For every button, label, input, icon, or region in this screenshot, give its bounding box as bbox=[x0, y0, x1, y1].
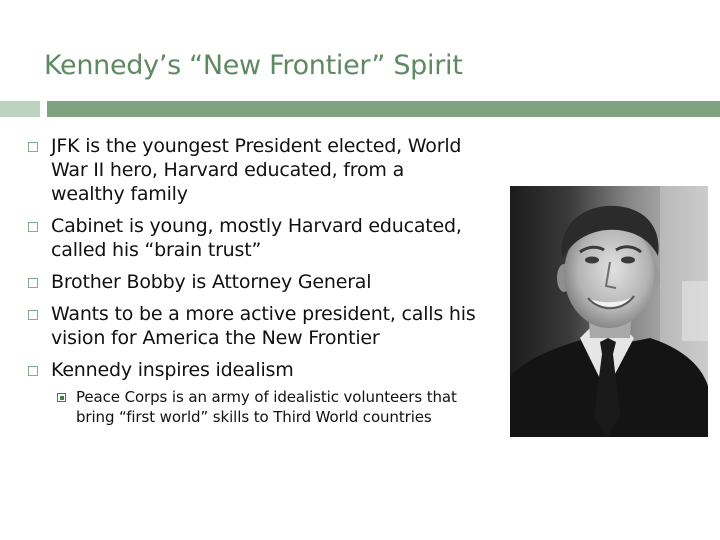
bullet-text: Brother Bobby is Attorney General bbox=[51, 271, 372, 293]
portrait-photo bbox=[510, 186, 708, 437]
title-accent-bar-left bbox=[0, 101, 40, 117]
bullet-item bbox=[28, 270, 483, 294]
bullet-text: Cabinet is young, mostly Harvard educated, called his “brain trust” bbox=[51, 215, 462, 261]
bullet-item bbox=[28, 302, 483, 350]
hollow-square-bullet-icon bbox=[28, 142, 38, 152]
hollow-square-bullet-icon bbox=[28, 222, 38, 232]
slide-title: Kennedy’s “New Frontier” Spirit bbox=[44, 50, 463, 81]
bullet-text: Kennedy inspires idealism bbox=[51, 359, 294, 381]
hollow-square-bullet-icon bbox=[28, 310, 38, 320]
sub-bullet-list bbox=[51, 387, 483, 427]
bullet-text: Wants to be a more active president, calls his vision for America the New Frontier bbox=[51, 303, 476, 349]
sub-bullet-item bbox=[51, 387, 483, 427]
hollow-square-bullet-icon bbox=[28, 278, 38, 288]
sub-bullet-text: Peace Corps is an army of idealistic volunteers that bring “first world” skills to Third World countries bbox=[76, 388, 457, 426]
bullet-item bbox=[28, 214, 483, 262]
bullet-list bbox=[28, 134, 483, 435]
hollow-square-bullet-icon bbox=[28, 366, 38, 376]
filled-square-bullet-icon bbox=[57, 393, 66, 402]
bullet-item bbox=[28, 134, 483, 206]
bullet-item bbox=[28, 358, 483, 427]
title-accent-bar-right bbox=[47, 101, 720, 117]
bullet-text: JFK is the youngest President elected, World War II hero, Harvard educated, from a wealthy family bbox=[51, 135, 462, 205]
